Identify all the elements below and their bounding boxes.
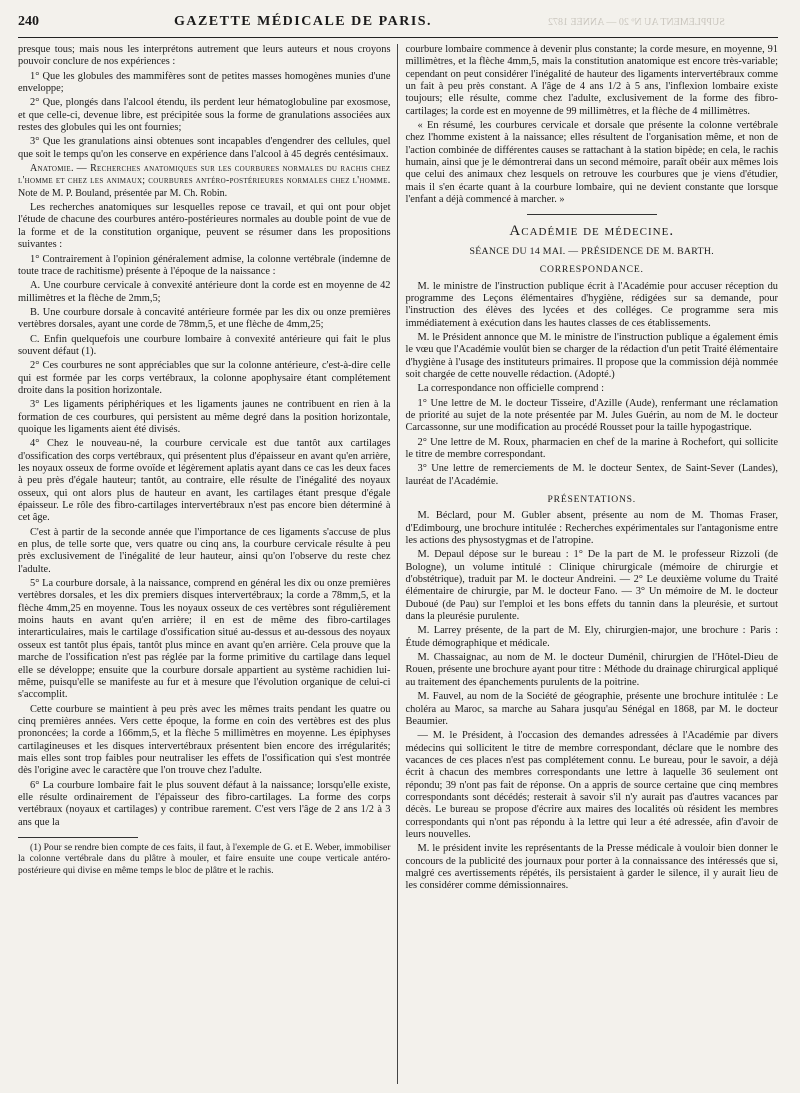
page-number: 240 — [18, 14, 39, 29]
paragraph: — M. le Président, à l'occasion des demandes adressées à l'Académie par divers médecins qui sollicitent le titre de membre correspondant, déclare que le nombre des vacances de ces places n'est pas complétement connu. Le bureau, pour le savoir, a déjà écrit à chacun des membres correspondants une lettre à laquelle 36 seulement ont répondu; 39 n'ont pas fait de réponse. On a appris de source certaine que cinq membres correspondants sont décédés; resterait à savoir s'il n'y aurait pas d'autres vacances par décès. Le bureau se propose d'écrire aux maires des localités où résident les membres correspondants qui n'ont pas répondu à la lettre qui leur a été adressée, afin d'avoir de leurs nouvelles. — [405, 730, 778, 840]
running-header — [18, 14, 778, 38]
paragraph: M. Chassaignac, au nom de M. le docteur Duménil, chirurgien de l'Hôtel-Dieu de Rouen, présente une brochure ayant pour titre : Méthode du drainage chirurgical appliqué au traitement des épanchements purulents de la poitrine. — [405, 652, 778, 688]
two-column-body — [18, 44, 778, 1084]
paragraph: La correspondance non officielle comprend : — [417, 383, 604, 395]
paragraph: M. le Président annonce que M. le ministre de l'instruction publique a également émis le vœu que l'Académie voulût bien se charger de la rédaction d'un petit Traité élémentaire d'hygiène à l'usage des instituteurs primaires. Il propose que la commission déjà nommée soit chargée de cette nouvelle rédaction. (Adopté.) — [405, 331, 778, 380]
paragraph: 6° La courbure lombaire fait le plus souvent défaut à la naissance; lorsqu'elle existe, elle résulte ordinairement de l'épaisseur des fibro-cartilages. La forme des corps vertébraux (noyaux et cartilages) y contribue rarement. C'est vers l'âge de 2 ans 1/2 à 3 ans que la — [18, 779, 391, 828]
paragraph: 3° Une lettre de remerciements de M. le docteur Sentex, de Saint-Sever (Landes), lauréat de l'Académie. — [405, 463, 778, 487]
section-title: Académie de médecine. — [509, 223, 675, 240]
paragraph: 2° Que, plongés dans l'alcool étendu, ils perdent leur hématoglobuline par exosmose, et que celle-ci, devenue libre, est précipitée sous la forme de granulations associées aux restes des globules qui les ont fournies; — [18, 97, 391, 134]
paragraph: 2° Ces courbures ne sont appréciables que sur la colonne antérieure, c'est-à-dire celle qui est formée par les corps vertébraux, la colonne apophysaire étant complétement droite dans la position horizontale. — [18, 360, 391, 396]
journal-title: GAZETTE MÉDICALE DE PARIS. — [173, 14, 433, 29]
subheading-correspondance: CORRESPONDANCE. — [539, 264, 644, 276]
article-title: — Recherches anatomiques sur les courbures normales du rachis chez l'homme et chez les animaux; courbures antéro-postérieures normales chez l'homme. — [18, 163, 391, 187]
article-author: Note de M. P. Bouland, présentée par M. Ch. Robin. — [18, 187, 228, 199]
paragraph: Cette courbure se maintient à peu près avec les mêmes traits pendant les quatre ou cinq premières années. Vers cette époque, la forme en coin des vertèbres est des plus prononcées; la corde a 166mm,5, et la flèche 5 millimètres en moyenne. Les épiphyses cartilagineuses et les disques intervertébraux présentent bien encore des irrégularités; mais elles sont trop faibles pour neutraliser les effets de l'ossification qui s'est montrée dès l'origine avec le caractère que l'on trouve chez l'adulte. — [18, 703, 391, 777]
subheading-presentations: PRÉSENTATIONS. — [547, 494, 637, 505]
paragraph: « En résumé, les courbures cervicale et dorsale que présente la colonne vertébrale chez l'homme existent à la naissance; elles résultent de l'organisation même, et non de l'action combinée de différentes causes se rattachant à la station bipède; en cela, le rachis humain, ainsi que je le démontrerai dans un second mémoire, paraît obéir aux mêmes lois que celui des animaux chez lesquels on retrouve les courbures que je viens d'étudier, mais il s'en écarte quant à la courbure lombaire, qui ne devient constante que lorsque l'enfant a déjà commencé à marcher. » — [405, 120, 778, 206]
session-heading: SÉANCE DU 14 MAI. — PRÉSIDENCE DE M. BARTH. — [469, 245, 714, 257]
paragraph: 3° Que les granulations ainsi obtenues sont incapables d'engendrer des cellules, quel que soit le temps qu'on les conserve en expérience dans l'alcool à 45 degrés centésimaux. — [18, 136, 391, 160]
paragraph: 1° Une lettre de M. le docteur Tisseire, d'Azille (Aude), renfermant une réclamation de priorité au sujet de la note présentée par M. Jules Guérin, au nom de M. le docteur Carcassonne, sur une modification au procédé Rousset pour la taille hypogastrique. — [405, 397, 778, 434]
paragraph: Les recherches anatomiques sur lesquelles repose ce travail, et qui ont pour objet l'étude de chacune des courbures antéro-postérieures normales au double point de vue de la forme et de la constitution organique, peuvent se résumer dans les propositions suivantes : — [18, 202, 391, 251]
bleed-through-text: SUPPLÉMENT AU Nº 20 — ANNÉE 1872 — [548, 17, 725, 28]
footnote-text: (1) Pour se rendre bien compte de ces faits, il faut, à l'exemple de G. et E. Weber, immobiliser la colonne vertébrale dans du plâtre à mouler, et faire ensuite une coupe verticale antéro-postérieure qui divise en même temps le bloc de plâtre et le rachis. — [18, 841, 391, 876]
article-rubric: Anatomie. — [30, 163, 74, 175]
paragraph: 2° Une lettre de M. Roux, pharmacien en chef de la marine à Rochefort, qui sollicite le titre de membre correspondant. — [405, 436, 778, 460]
paragraph: C'est à partir de la seconde année que l'importance de ces ligaments s'accuse de plus en plus, de telle sorte que, vers quatre ou cinq ans, la courbure cervicale résulte à peu près exclusivement de l'inégalité de leur hauteur, ainsi qu'on l'observe du reste chez l'adulte. — [18, 526, 391, 575]
paragraph: 4° Chez le nouveau-né, la courbure cervicale est due tantôt aux cartilages d'ossification des corps vertébraux, qui présentent plus d'épaisseur en avant qu'en arrière, les noyaux osseux de forme ovoïde et légèrement aplatis ayant dans ce cas les deux faces à peu près d'égale hauteur; tantôt, au contraire, elle résulte de l'inégalité des noyaux osseux, qui ont alors plus de hauteur en avant, les cartilages étant presque d'égale épaisseur. Le rôle des fibro-cartilages intervertébraux n'est pas encore bien déterminé à cet âge. — [18, 438, 391, 524]
left-column — [18, 44, 391, 1084]
paragraph: 3° Les ligaments périphériques et les ligaments jaunes ne contribuent en rien à la formation de ces courbures, qui persistent au même degré dans la position horizontale, quoique les ligaments aient été divisés. — [18, 399, 391, 435]
paragraph: C. Enfin quelquefois une courbure lombaire à convexité antérieure qui fait le plus souvent défaut (1). — [18, 333, 391, 357]
paragraph: M. le ministre de l'instruction publique écrit à l'Académie pour accuser réception du programme des Leçons élémentaires d'hygiène, rédigées sur sa demande, pour l'instruction des élèves des lycées et des colléges. Ce programme sera mis immédiatement à exécution dans les hautes classes de ces établissements. — [405, 280, 778, 329]
paragraph: M. le président invite les représentants de la Presse médicale à vouloir bien donner le concours de la publicité des journaux pour porter à la connaissance des intéressés que si, malgré ces avertissements répétés, ils persistaient à garder le silence, il y aurait lieu de les considérer comme démissionnaires. — [405, 843, 778, 892]
paragraph: courbure lombaire commence à devenir plus constante; la corde mesure, en moyenne, 91 millimètres, et la flèche 4mm,5, mais la constitution anatomique est encore très-variable; cependant on peut considérer l'inégalité de hauteur des ligaments intervertébraux comme un fait à peu près constant. A l'âge de 4 ans 1/2 à 5 ans, l'inflexion lombaire existe toujours; elle résulte, comme chez l'adulte, exclusivement de la forme des fibro-cartilages; la corde est en moyenne de 99 millimètres, et la flèche de 4 millimètres. — [405, 44, 778, 117]
paragraph: 1° Contrairement à l'opinion généralement admise, la colonne vertébrale (indemne de toute trace de rachitisme) présente à l'époque de la naissance : — [18, 253, 391, 277]
section-divider — [527, 214, 657, 215]
paragraph: M. Fauvel, au nom de la Société de géographie, présente une brochure intitulée : Le choléra au Maroc, sa marche au Sahara jusqu'au Sénégal en 1868, par M. le docteur Beaumier. — [405, 691, 778, 727]
paragraph: M. Depaul dépose sur le bureau : 1° De la part de M. le professeur Rizzoli (de Bologne), un volume intitulé : Clinique chirurgicale (mémoire de chirurgie et d'obstétrique), traduit par M. le docteur Andreini. — 2° Le deuxième volume du Traité élémentaire de chirurgie, par M. le docteur Fano. — 3° Un mémoire de M. le docteur Duboué (de Pau) sur l'emploi et les bons effets du tannin dans la pleurésie, et surtout dans la pleurésie purulente. — [405, 549, 778, 623]
paragraph: M. Larrey présente, de la part de M. Ely, chirurgien-major, une brochure : Paris : Étude démographique et médicale. — [405, 625, 778, 649]
footnote — [18, 842, 391, 877]
footnote-rule — [18, 837, 138, 838]
paragraph: A. Une courbure cervicale à convexité antérieure dont la corde est en moyenne de 42 millimètres et la flèche de 2mm,5; — [18, 280, 391, 304]
paragraph: M. Béclard, pour M. Gubler absent, présente au nom de M. Thomas Fraser, d'Edimbourg, une brochure intitulée : Recherches expérimentales sur l'antagonisme entre les actions des physostygmas et de l'atropine. — [405, 510, 778, 547]
paragraph: 5° La courbure dorsale, à la naissance, comprend en général les dix ou onze premières vertèbres dorsales, et les dix premiers disques intervertébraux; la corde a 78mm,5, et la flèche 4mm,25 en moyenne. Tous les noyaux osseux de ces vertèbres sont régulièrement moins hauts en avant qu'en arrière; il en est de même des fibro-cartilages interarticulaires, mais le cartilage d'ossification situé au-dessus et au-dessous des noyaux osseux est tantôt plus épais, tantôt plus mince en avant qu'en arrière. Cela prouve que la marche de l'ossification n'est pas réglée par la forme primitive du cartilage dans lequel elle se développe; ensuite que la courbure dorsale appartient au système rachidien lui-même, puisqu'elle se manifeste au fur et à mesure que l'évolution organique de celui-ci s'accomplit. — [18, 578, 391, 701]
paragraph: 1° Que les globules des mammifères sont de petites masses homogènes munies d'une enveloppe; — [18, 70, 391, 95]
paragraph: presque tous; mais nous les interprétons autrement que leurs auteurs et nous croyons pouvoir conclure de nos expériences : — [18, 44, 391, 68]
paragraph: B. Une courbure dorsale à concavité antérieure formée par les dix ou onze premières vertèbres dorsales, ayant une corde de 78mm,5, et une flèche de 4mm,25; — [18, 306, 391, 331]
article-heading — [18, 163, 391, 200]
right-column — [397, 44, 779, 1084]
